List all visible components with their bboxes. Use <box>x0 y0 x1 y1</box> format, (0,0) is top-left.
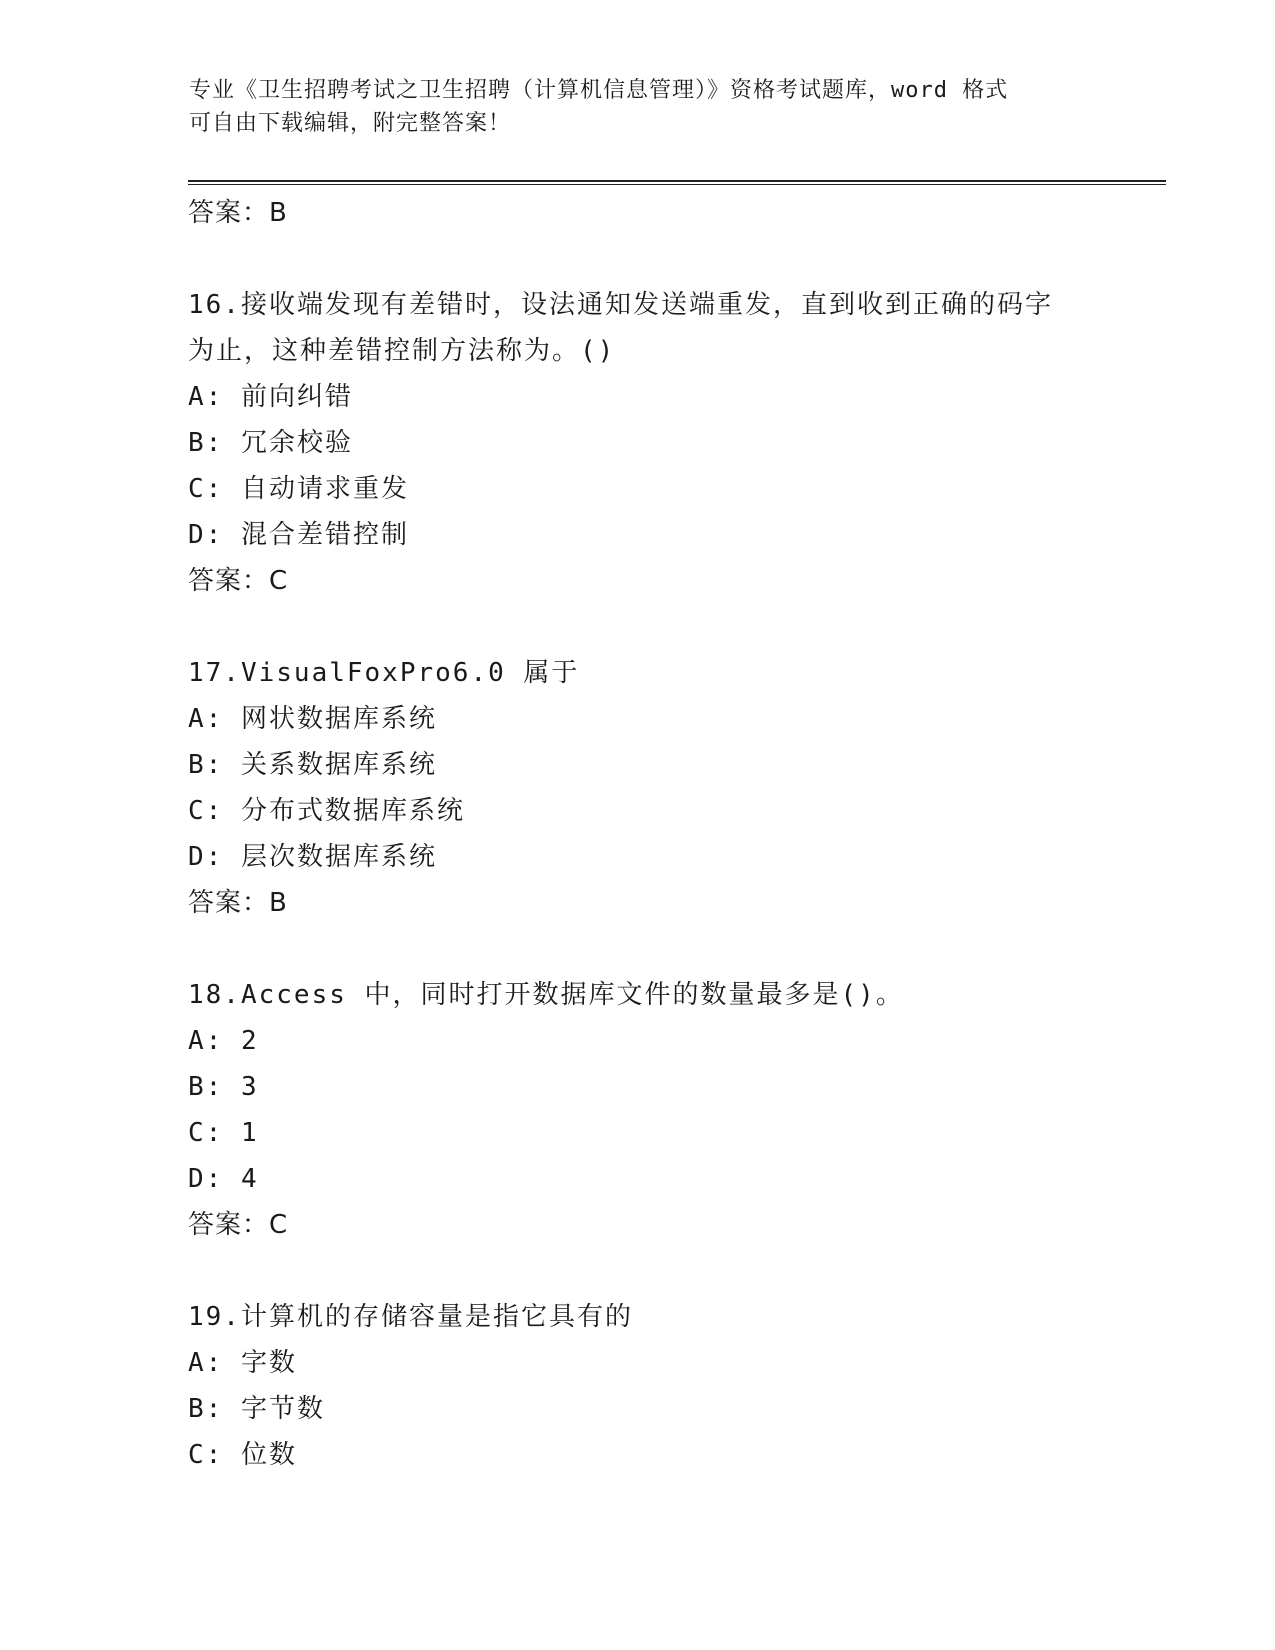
header-divider-thin <box>188 184 1166 185</box>
question-17 <box>188 650 1168 926</box>
question-19-stem: 19.计算机的存储容量是指它具有的 <box>188 1302 633 1332</box>
question-18 <box>188 972 1168 1248</box>
question-16 <box>188 282 1168 604</box>
question-18-stem: 18.Access 中，同时打开数据库文件的数量最多是()。 <box>188 980 904 1010</box>
question-18-option-b: B: 3 <box>188 1072 259 1102</box>
header-line-2: 可自由下载编辑，附完整答案！ <box>189 111 512 136</box>
question-19-option-a: A: 字数 <box>188 1348 297 1378</box>
question-19-option-b: B: 字节数 <box>188 1394 325 1424</box>
question-16-option-a: A: 前向纠错 <box>188 382 353 412</box>
question-16-stem-line-1: 16.接收端发现有差错时，设法通知发送端重发，直到收到正确的码字 <box>188 290 1053 320</box>
question-16-option-d: D: 混合差错控制 <box>188 520 409 550</box>
question-18-answer: 答案：C <box>188 1210 289 1240</box>
question-17-option-b: B: 关系数据库系统 <box>188 750 437 780</box>
document-header <box>189 74 1089 140</box>
header-divider-thick <box>188 180 1166 182</box>
question-17-option-c: C: 分布式数据库系统 <box>188 796 465 826</box>
question-16-option-b: B: 冗余校验 <box>188 428 353 458</box>
question-17-answer: 答案：B <box>188 888 288 918</box>
document-body <box>188 190 1168 1478</box>
question-17-option-a: A: 网状数据库系统 <box>188 704 437 734</box>
question-17-option-d: D: 层次数据库系统 <box>188 842 437 872</box>
header-line-1: 专业《卫生招聘考试之卫生招聘（计算机信息管理）》资格考试题库，word 格式 <box>189 78 1009 103</box>
question-16-option-c: C: 自动请求重发 <box>188 474 409 504</box>
question-18-option-c: C: 1 <box>188 1118 259 1148</box>
question-19 <box>188 1294 1168 1478</box>
question-18-option-a: A: 2 <box>188 1026 259 1056</box>
question-16-answer: 答案：C <box>188 566 289 596</box>
question-19-option-c: C: 位数 <box>188 1440 297 1470</box>
answer-15: 答案：B <box>188 198 288 228</box>
question-17-stem: 17.VisualFoxPro6.0 属于 <box>188 658 580 688</box>
question-16-stem-line-2: 为止，这种差错控制方法称为。() <box>188 336 616 366</box>
question-18-option-d: D: 4 <box>188 1164 259 1194</box>
